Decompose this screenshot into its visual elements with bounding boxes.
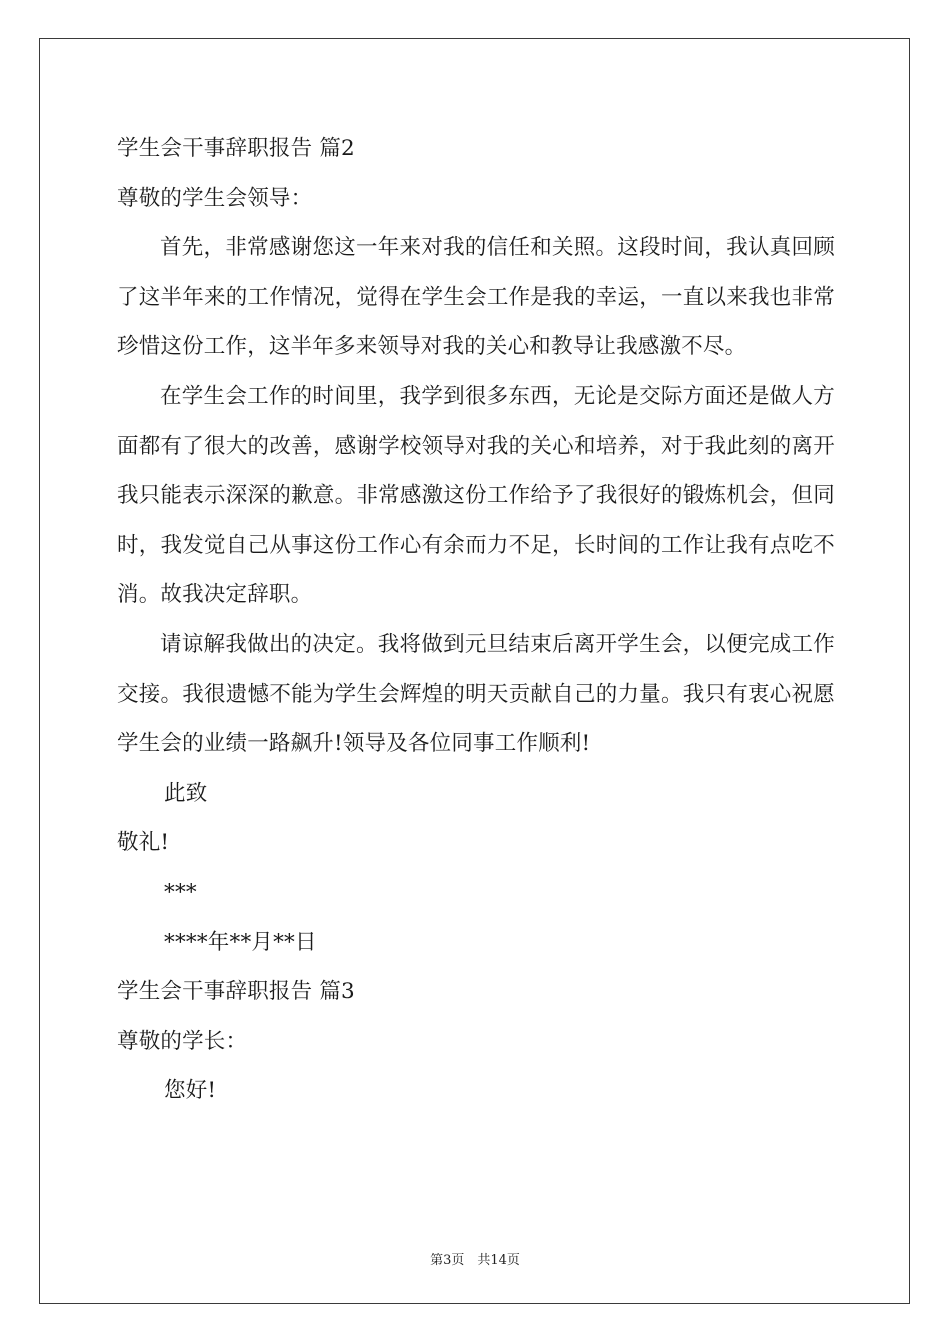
document-body: [117, 124, 835, 1116]
salutation: 尊敬的学长：: [117, 1028, 248, 1054]
paragraph: 在学生会工作的时间里，我学到很多东西，无论是交际方面还是做人方面都有了很大的改善，感谢学校领导对我的关心和培养，对于我此刻的离开我只能表示深深的歉意。非常感激这份工作给予了我很好的锻炼机会，但同时，我发觉自己从事这份工作心有余而力不足，长时间的工作让我有点吃不消。故我决定辞职。: [117, 383, 835, 608]
salutation: 尊敬的学生会领导：: [117, 185, 313, 211]
page-number: 第3页 共14页: [430, 1253, 520, 1268]
signature: ***: [164, 879, 197, 905]
paragraph: 请谅解我做出的决定。我将做到元旦结束后离开学生会，以便完成工作交接。我很遗憾不能为学生会辉煌的明天贡献自己的力量。我只有衷心祝愿学生会的业绩一路飙升!领导及各位同事工作顺利!: [117, 631, 835, 757]
paragraph: 首先，非常感谢您这一年来对我的信任和关照。这段时间，我认真回顾了这半年来的工作情况，觉得在学生会工作是我的幸运，一直以来我也非常珍惜这份工作，这半年多来领导对我的关心和教导让我感激不尽。: [117, 235, 835, 360]
closing: 此致: [164, 780, 208, 806]
greeting: 您好!: [164, 1078, 217, 1104]
date: ****年**月**日: [164, 929, 317, 955]
section-heading-2: 学生会干事辞职报告 篇2: [117, 136, 355, 161]
section-heading-3: 学生会干事辞职报告 篇3: [117, 979, 355, 1005]
regards: 敬礼!: [117, 830, 170, 856]
